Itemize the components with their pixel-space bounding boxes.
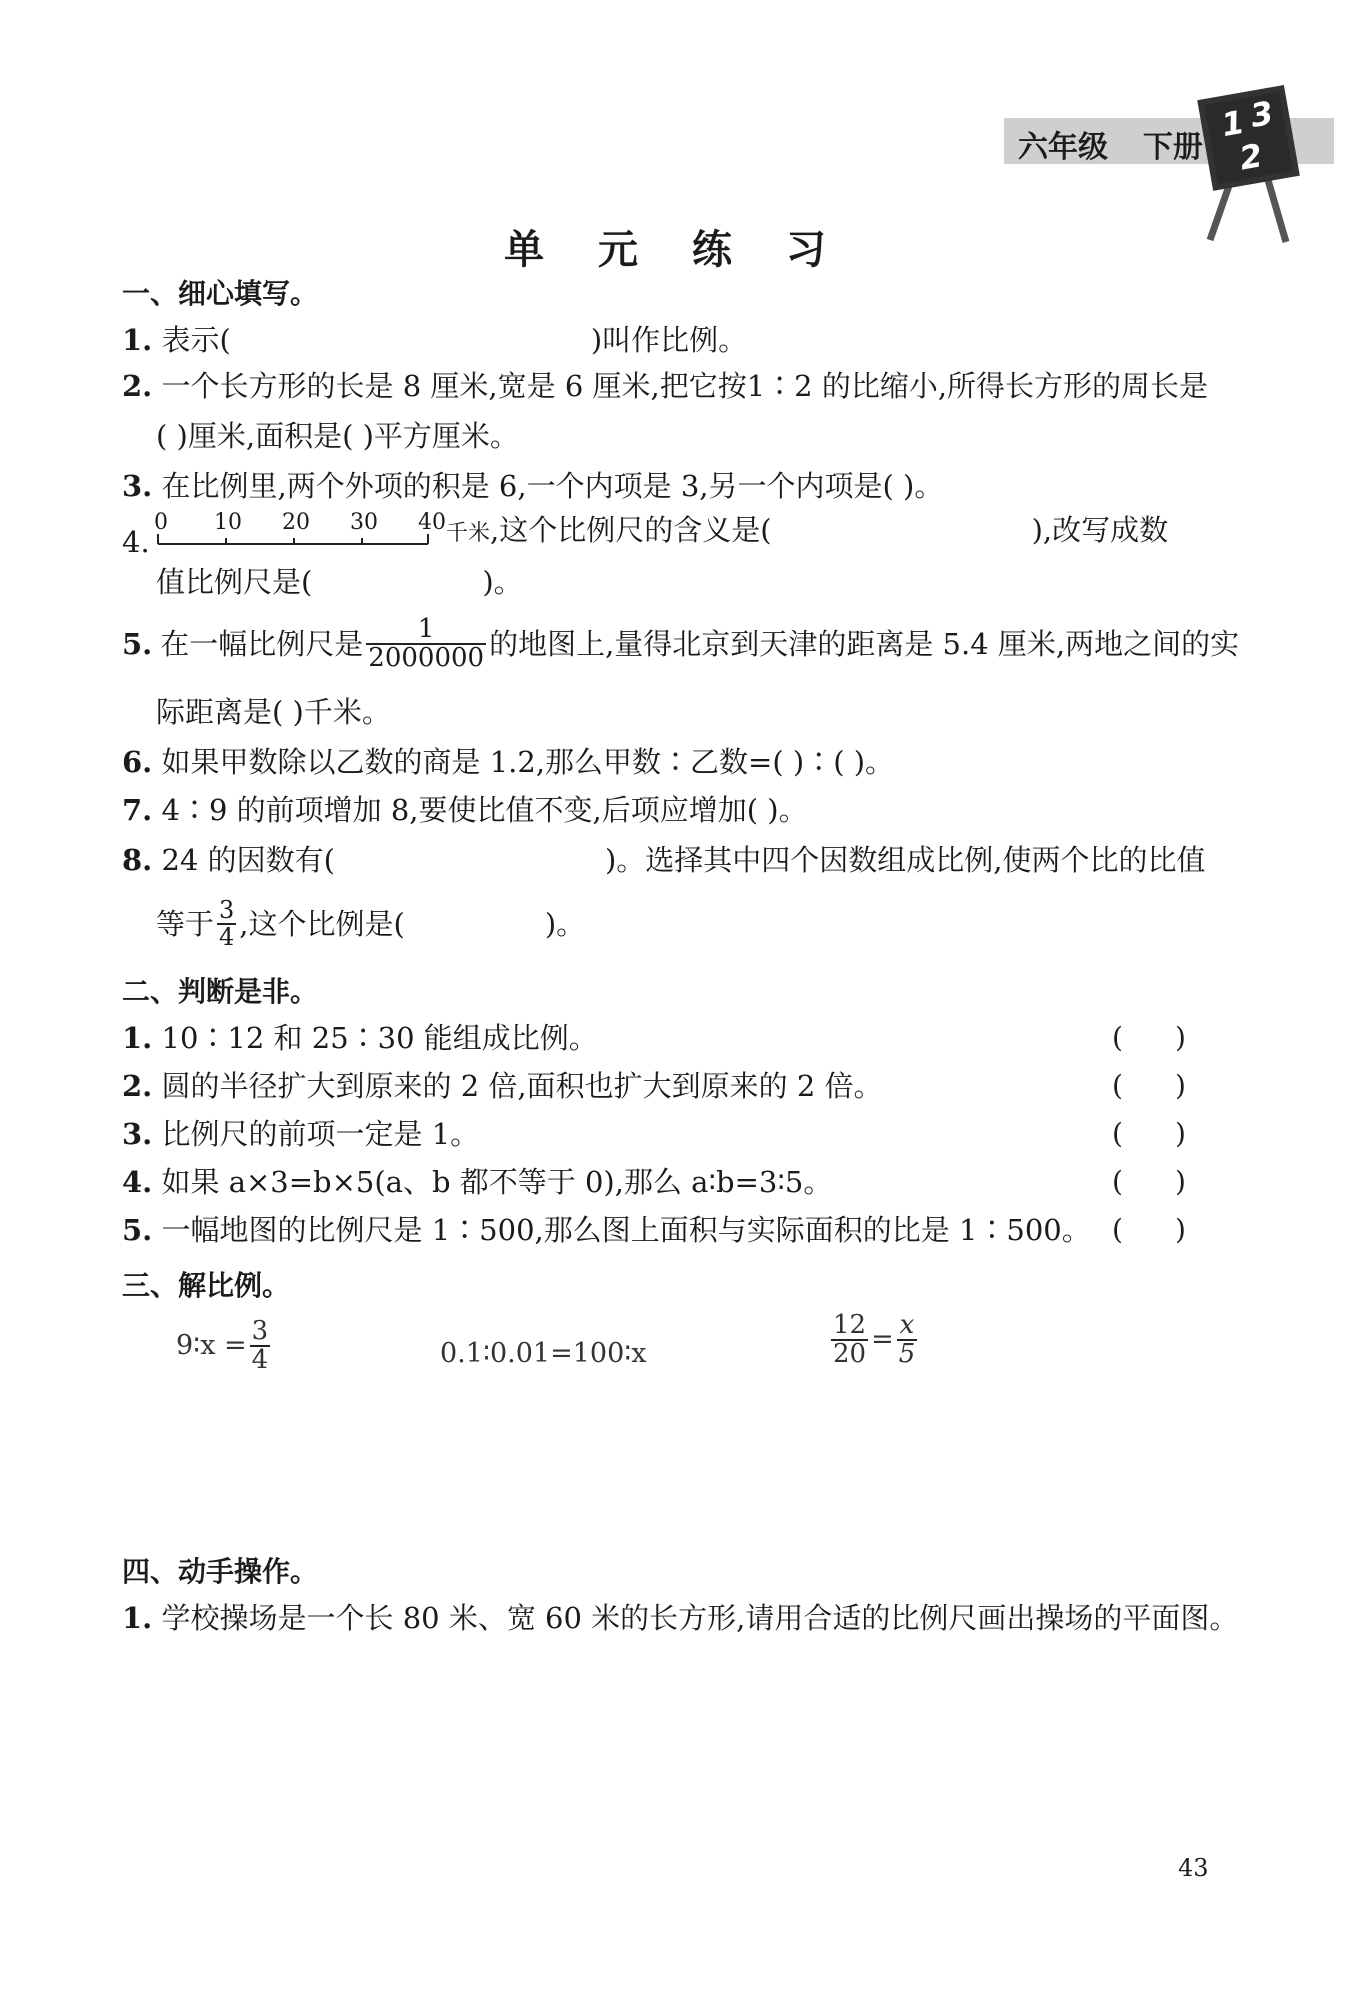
fraction-numerator: x <box>899 1310 915 1340</box>
fraction-numerator: 3 <box>219 896 235 924</box>
equation-fraction <box>897 1312 918 1369</box>
answer-paren-2[interactable] <box>1112 1066 1186 1106</box>
q-number: 5. <box>122 627 153 662</box>
q-text: 比例尺的前项一定是 1。 <box>161 1117 480 1151</box>
page-title: 单 元 练 习 <box>504 227 846 273</box>
scale-fraction <box>366 616 486 673</box>
q-text: 如果甲数除以乙数的商是 1.2,那么甲数∶乙数=( )∶( )。 <box>161 745 895 779</box>
q-number: 3. <box>122 1117 153 1151</box>
s1-q4-number: 4. <box>122 525 150 559</box>
equals-sign: = <box>871 1324 894 1356</box>
equation-1 <box>176 1318 273 1375</box>
paren-close: ) <box>1174 1069 1186 1102</box>
tick-label: 30 <box>350 510 378 535</box>
q-number: 3. <box>122 469 153 503</box>
q-text: 24 的因数有( <box>161 843 335 877</box>
q-text: 一幅地图的比例尺是 1∶500,那么图上面积与实际面积的比是 1∶500。 <box>161 1213 1091 1247</box>
q-text: 值比例尺是( <box>156 565 313 599</box>
s1-q3 <box>122 466 943 506</box>
q-number: 2. <box>122 1069 153 1103</box>
s1-q8-line1 <box>122 840 1205 880</box>
q-text: 在一幅比例尺是 <box>160 627 364 662</box>
q-text: 表示( <box>161 323 231 357</box>
fraction-denominator: 4 <box>251 1345 269 1376</box>
paren-close: ) <box>1174 1117 1186 1150</box>
q-text: 的地图上,量得北京到天津的距离是 5.4 厘米,两地之间的实 <box>489 627 1240 662</box>
page-number: 43 <box>1178 1854 1209 1882</box>
section-1-heading: 一、细心填写。 <box>122 277 319 310</box>
tick-label: 0 <box>154 510 168 535</box>
q-number: 6. <box>122 745 153 779</box>
q-text: )。 <box>482 565 523 599</box>
equation-fraction <box>250 1318 271 1375</box>
q-number: 5. <box>122 1213 153 1247</box>
s1-q2-line1 <box>122 366 1208 406</box>
s1-q4-line2 <box>156 562 523 602</box>
q-text: 4∶9 的前项增加 8,要使比值不变,后项应增加( )。 <box>161 793 808 827</box>
scale-unit: 千米 <box>446 521 491 546</box>
equation-2: 0.1∶0.01=100∶x <box>440 1338 647 1369</box>
judge-item-3 <box>122 1114 479 1154</box>
judge-item-4 <box>122 1162 832 1202</box>
paren-close: ) <box>1174 1021 1186 1054</box>
tick-label: 10 <box>214 510 242 535</box>
q-number: 7. <box>122 793 153 827</box>
q-number: 1. <box>122 1021 153 1055</box>
s1-q7 <box>122 790 808 830</box>
s4-q1 <box>122 1598 1238 1638</box>
q-text: 学校操场是一个长 80 米、宽 60 米的长方形,请用合适的比例尺画出操场的平面图。 <box>161 1601 1239 1635</box>
answer-paren-1[interactable] <box>1112 1018 1186 1058</box>
fraction-denominator: 2000000 <box>368 643 485 674</box>
answer-paren-3[interactable] <box>1112 1114 1186 1154</box>
q-text: ,这个比例是( <box>239 907 405 942</box>
paren-open: ( <box>1112 1117 1123 1150</box>
equation-fraction <box>831 1312 868 1369</box>
q-text: ,这个比例尺的含义是( <box>490 513 772 547</box>
judge-item-5 <box>122 1210 1091 1250</box>
q-number: 8. <box>122 843 153 877</box>
judge-item-1 <box>122 1018 598 1058</box>
judge-item-2 <box>122 1066 883 1106</box>
q-text: 10∶12 和 25∶30 能组成比例。 <box>161 1021 598 1055</box>
logo-digit-2: 2 <box>1236 136 1266 178</box>
fraction-denominator: 5 <box>898 1339 916 1370</box>
paren-close: ) <box>1174 1165 1186 1198</box>
paren-open: ( <box>1112 1213 1123 1246</box>
fraction-denominator: 20 <box>833 1339 867 1370</box>
section-3-heading: 三、解比例。 <box>122 1269 291 1302</box>
section-2-heading: 二、判断是非。 <box>122 975 319 1008</box>
q-text: ),改写成数 <box>1031 513 1169 547</box>
paren-open: ( <box>1112 1069 1123 1102</box>
fraction-numerator: 12 <box>833 1310 867 1340</box>
q-number: 1. <box>122 323 153 357</box>
paren-close: ) <box>1174 1213 1186 1246</box>
q-text: 在比例里,两个外项的积是 6,一个内项是 3,另一个内项是( )。 <box>161 469 944 503</box>
grade-text: 六年级 <box>1018 130 1108 165</box>
paren-open: ( <box>1112 1021 1123 1054</box>
s1-q5-line1 <box>122 616 1239 673</box>
s1-q4-text <box>446 510 1168 554</box>
paren-open: ( <box>1112 1165 1123 1198</box>
volume-text: 下册 <box>1142 130 1203 165</box>
fraction-denominator: 4 <box>219 923 235 952</box>
s1-q5-line2: 际距离是( )千米。 <box>156 695 391 729</box>
q-text: 圆的半径扩大到原来的 2 倍,面积也扩大到原来的 2 倍。 <box>161 1069 883 1103</box>
fraction-numerator: 3 <box>251 1316 269 1346</box>
q-text: 如果 a×3=b×5(a、b 都不等于 0),那么 a∶b=3∶5。 <box>161 1165 833 1199</box>
section-4-heading: 四、动手操作。 <box>122 1555 319 1588</box>
q-number: 1. <box>122 1601 153 1635</box>
logo-digit-3: 3 <box>1247 93 1277 135</box>
q-text: )。 <box>544 907 586 942</box>
q-text: )叫作比例。 <box>590 323 748 357</box>
answer-paren-4[interactable] <box>1112 1162 1186 1202</box>
q-number: 2. <box>122 369 153 403</box>
s1-q6 <box>122 742 894 782</box>
answer-paren-5[interactable] <box>1112 1210 1186 1250</box>
grade-label <box>1018 122 1203 166</box>
scale-ruler <box>154 510 454 550</box>
ratio-fraction <box>217 898 236 950</box>
q-number: 4. <box>122 1165 153 1199</box>
logo-digit-1: 1 <box>1218 102 1248 145</box>
fraction-numerator: 1 <box>417 614 435 644</box>
s1-q1 <box>122 320 747 360</box>
s1-q2-line2: ( )厘米,面积是( )平方厘米。 <box>156 419 519 453</box>
s1-q8-line2 <box>156 898 585 950</box>
q-text: 一个长方形的长是 8 厘米,宽是 6 厘米,把它按1∶2 的比缩小,所得长方形的周长是 <box>161 369 1209 403</box>
equation-text: 9∶x = <box>176 1330 247 1362</box>
tick-label: 40 <box>418 510 446 535</box>
q-text: 等于 <box>156 907 215 942</box>
equation-3 <box>828 1312 920 1369</box>
q-text: )。选择其中四个因数组成比例,使两个比的比值 <box>604 843 1206 877</box>
tick-label: 20 <box>282 510 310 535</box>
